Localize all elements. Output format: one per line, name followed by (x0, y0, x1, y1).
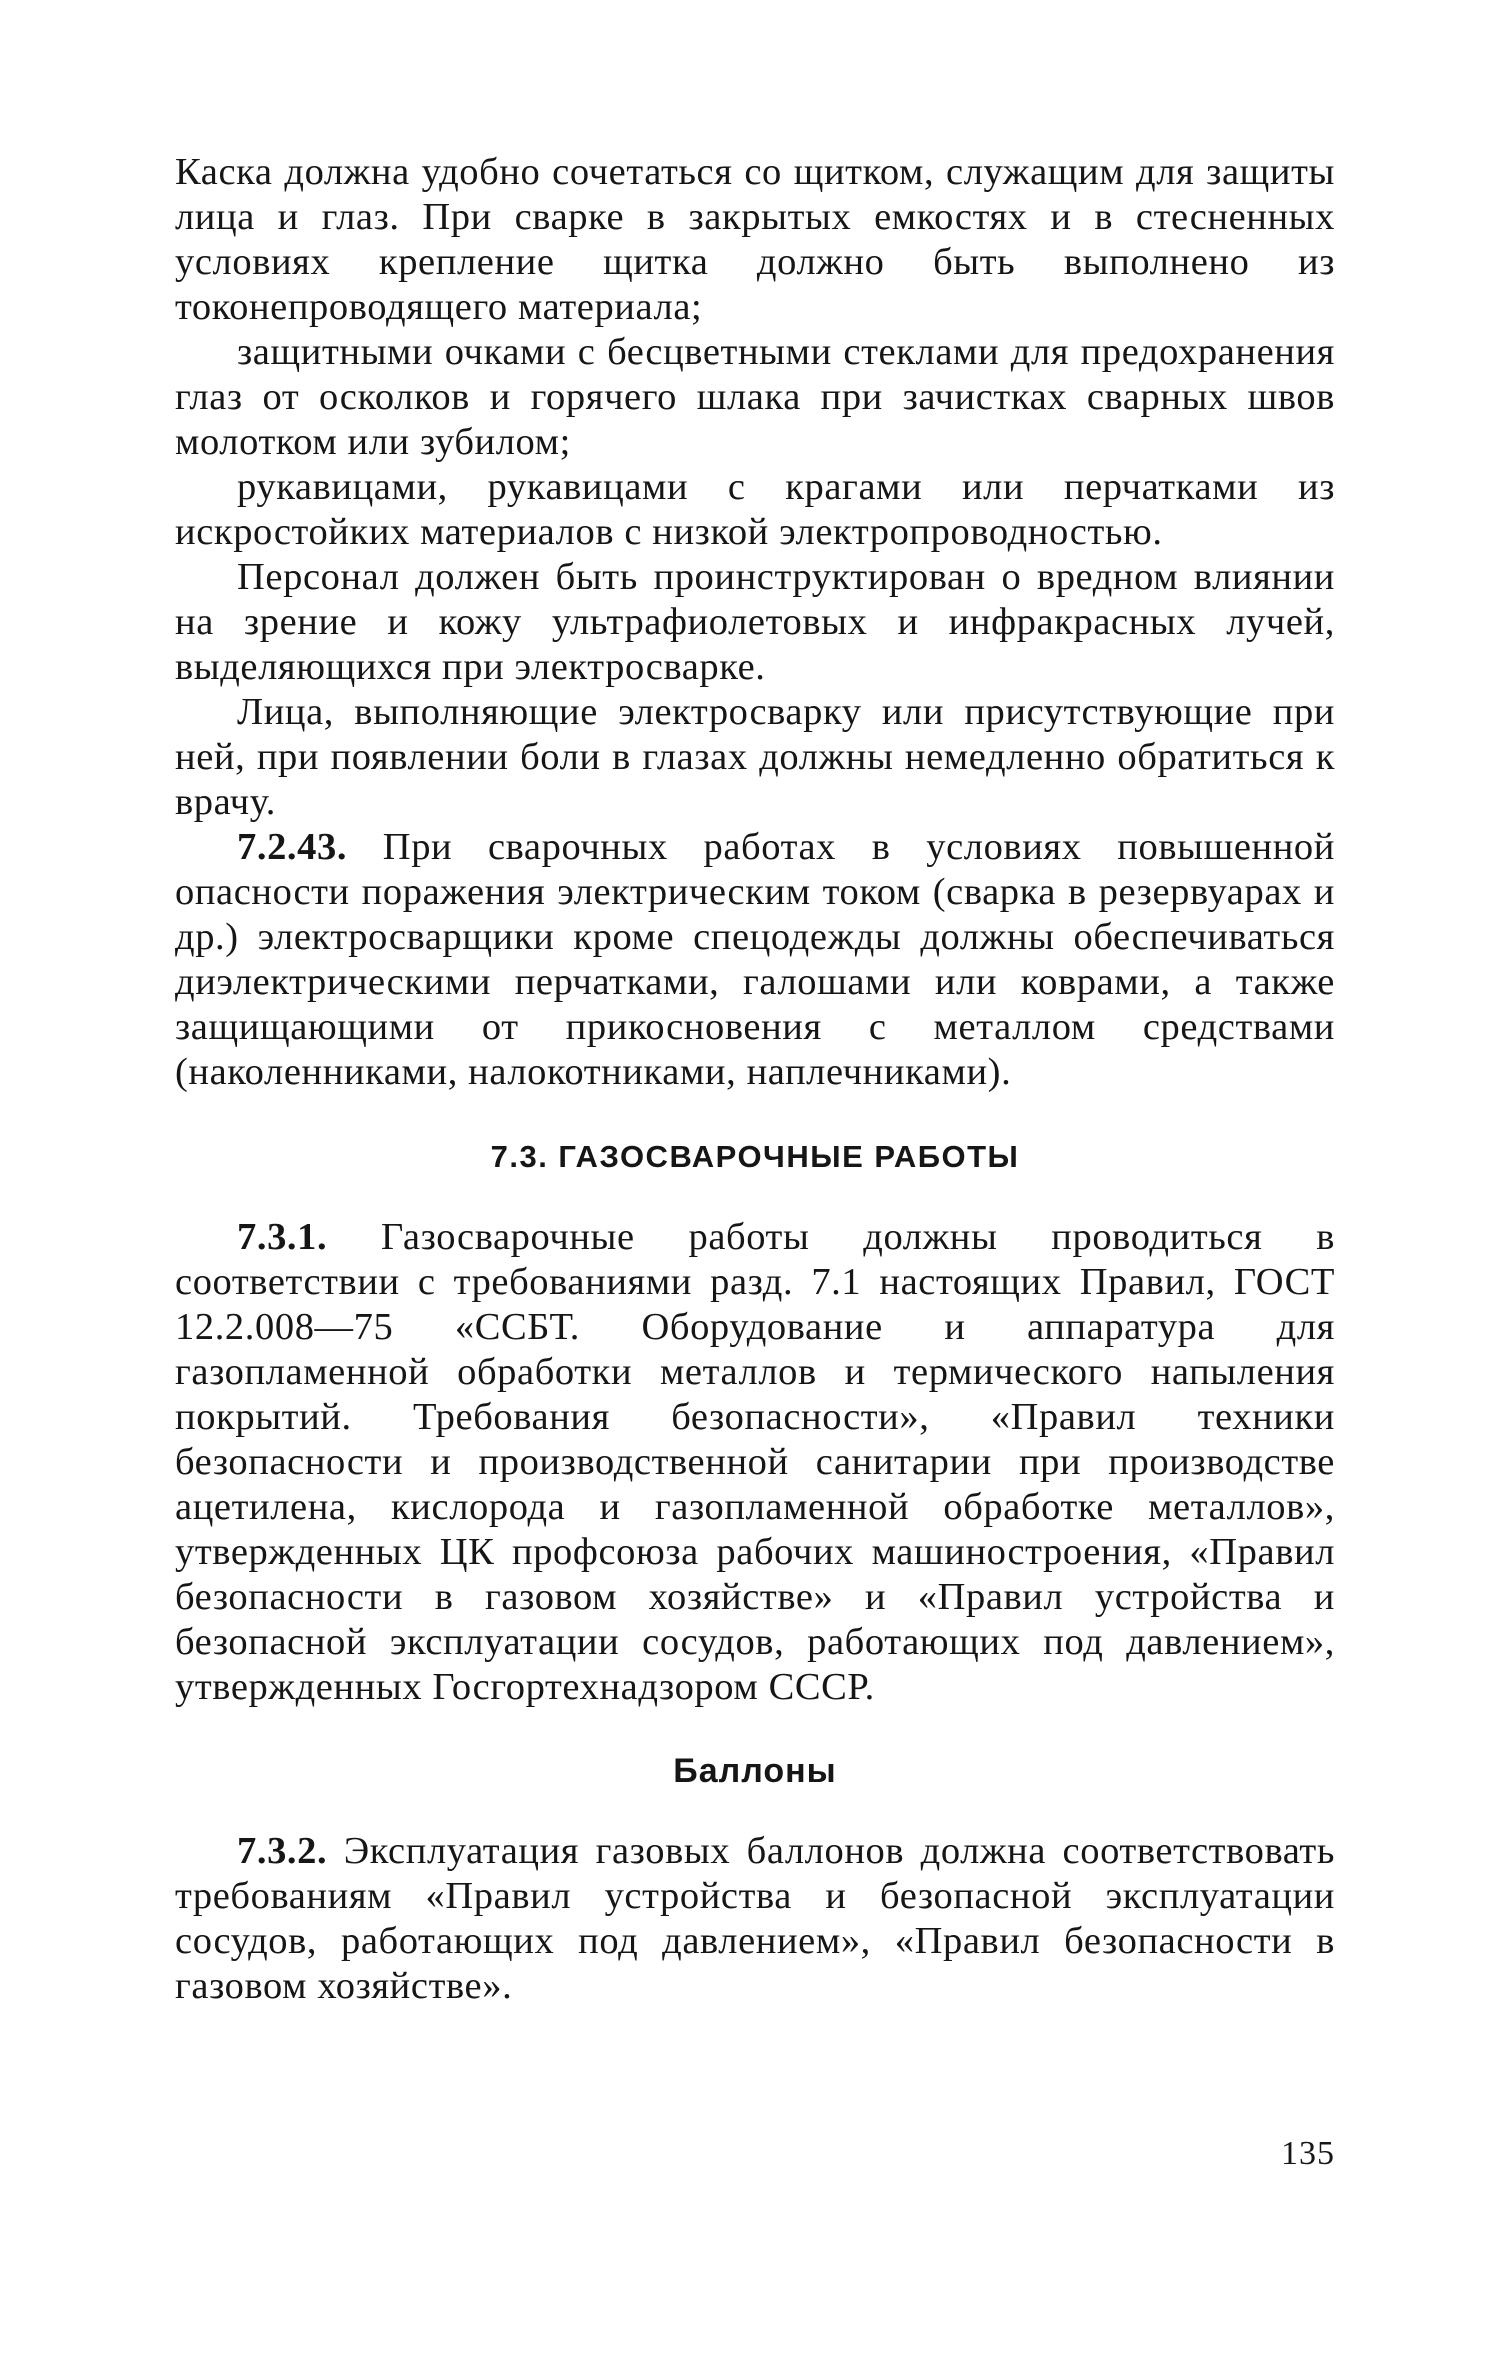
paragraph-helmet: Каска должна удобно сочетаться со щитком, служащим для защиты лица и глаз. При сварке в закрытых емкостях и в стесненных условиях крепление щитка должно быть выполнено из токонепроводящего материала; (175, 151, 1335, 328)
subsection-heading: Баллоны (673, 1752, 837, 1790)
page-body (175, 150, 1335, 2009)
paragraph-eye-pain: Лица, выполняющие электросварку или присутствующие при ней, при появлении боли в глазах должны немедленно обратиться к врачу. (175, 691, 1335, 823)
clause-number: 7.2.43. (237, 826, 348, 868)
page-number: 135 (1281, 2135, 1335, 2172)
paragraph-gloves: рукавицами, рукавицами с крагами или перчатками из искростойких материалов с низкой электропроводностью. (175, 466, 1335, 553)
clause-number: 7.3.1. (237, 1216, 328, 1258)
clause-number: 7.3.2. (237, 1830, 328, 1872)
paragraph-goggles: защитными очками с бесцветными стеклами для предохранения глаз от осколков и горячего шлака при зачистках сварных швов молотком или зубилом; (175, 331, 1335, 463)
clause-text: Газосварочные работы должны проводиться в соответствии с требованиями разд. 7.1 настоящих Правил, ГОСТ 12.2.008—75 «ССБТ. Оборудование и аппаратура для газопламенной обработки металлов и термического напыления покрытий. Требования безопасности», «Правил техники безопасности и производственной санитарии при производстве ацетилена, кислорода и газопламенной обработке металлов», утвержденных ЦК профсоюза рабочих машиностроения, «Правил безопасности в газовом хозяйстве» и «Правил устройства и безопасной эксплуатации сосудов, работающих под давлением», утвержденных Госгортехнадзором СССР. (175, 1216, 1335, 1708)
paragraph-instruction: Персонал должен быть проинструктирован о вредном влиянии на зрение и кожу ультрафиолетовых и инфракрасных лучей, выделяющихся при электросварке. (175, 556, 1335, 688)
section-heading: 7.3. ГАЗОСВАРОЧНЫЕ РАБОТЫ (490, 1139, 1020, 1174)
clause-text: Эксплуатация газовых баллонов должна соответствовать требованиям «Правил устройства и безопасной эксплуатации сосудов, работающих под давлением», «Правил безопасности в газовом хозяйстве». (175, 1830, 1335, 2007)
paragraph-7-2-43 (175, 825, 1335, 1095)
paragraph-7-3-1 (175, 1215, 1335, 1710)
paragraph-7-3-2 (175, 1829, 1335, 2009)
clause-text: При сварочных работах в условиях повышенной опасности поражения электрическим током (сварка в резервуарах и др.) электросварщики кроме спецодежды должны обеспечиваться диэлектрическими перчатками, галошами или коврами, а также защищающими от прикосновения с металлом средствами (наколенниками, налокотниками, наплечниками). (175, 826, 1335, 1093)
